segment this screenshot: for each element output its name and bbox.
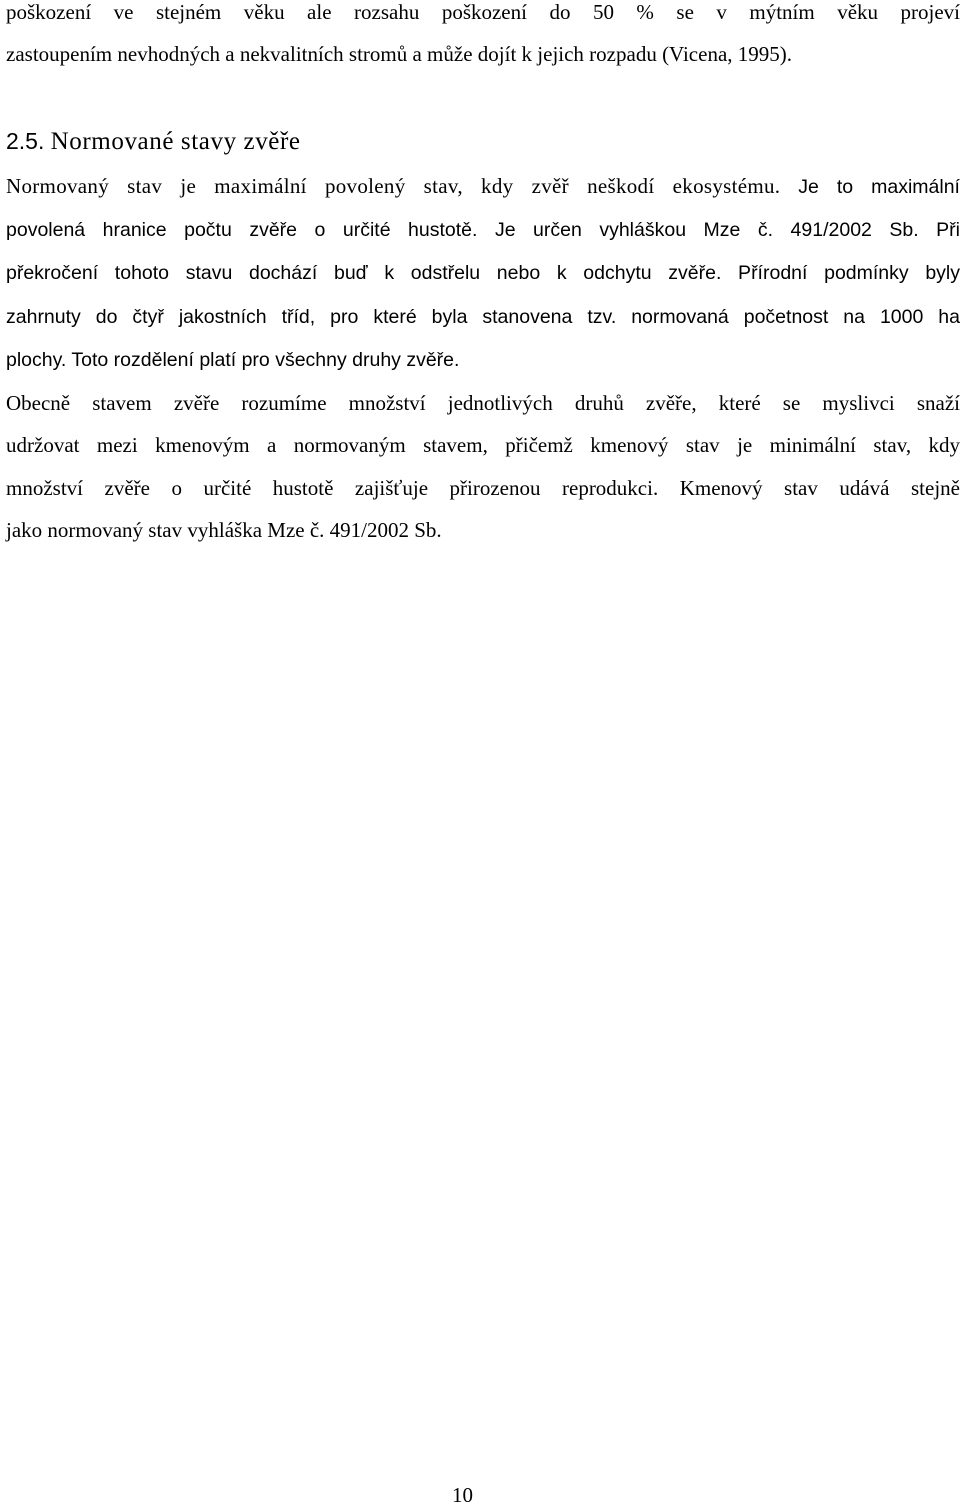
section-number: 2.5. — [6, 128, 45, 154]
paragraph-1-line-1 — [6, 174, 960, 199]
section-heading — [6, 127, 301, 156]
section-title: Normované stavy zvěře — [50, 128, 301, 155]
paragraph-2-line-1: Obecně stavem zvěře rozumíme množství jednotlivých druhů zvěře, které se myslivci snaží — [6, 391, 960, 415]
paragraph-1-line-3: překročení tohoto stavu dochází buď k odstřelu nebo k odchytu zvěře. Přírodní podmínky byly — [6, 262, 960, 284]
paragraph-1-line-5: plochy. Toto rozdělení platí pro všechny druhy zvěře. — [6, 349, 460, 371]
paragraph-2-line-3: množství zvěře o určité hustotě zajišťuje přirozenou reprodukci. Kmenový stav udává stejně — [6, 476, 960, 500]
top-paragraph-line-1: poškození ve stejném věku ale rozsahu poškození do 50 % se v mýtním věku projeví — [6, 0, 960, 24]
paragraph-1-line-1-sans: Je to maximální — [798, 176, 960, 198]
paragraph-2-line-2: udržovat mezi kmenovým a normovaným stavem, přičemž kmenový stav je minimální stav, kdy — [6, 433, 960, 457]
paragraph-2-line-4: jako normovaný stav vyhláška Mze č. 491/2002 Sb. — [6, 518, 442, 542]
paragraph-1-line-1-serif: Normovaný stav je maximální povolený stav, kdy zvěř neškodí ekosystému. — [6, 174, 781, 198]
paragraph-1-line-2: povolená hranice počtu zvěře o určité hustotě. Je určen vyhláškou Mze č. 491/2002 Sb. Při — [6, 219, 960, 241]
page-number: 10 — [452, 1483, 473, 1507]
top-paragraph-line-2: zastoupením nevhodných a nekvalitních stromů a může dojít k jejich rozpadu (Vicena, 1995). — [6, 42, 793, 66]
paragraph-1-line-4: zahrnuty do čtyř jakostních tříd, pro které byla stanovena tzv. normovaná početnost na 1000 ha — [6, 306, 960, 328]
